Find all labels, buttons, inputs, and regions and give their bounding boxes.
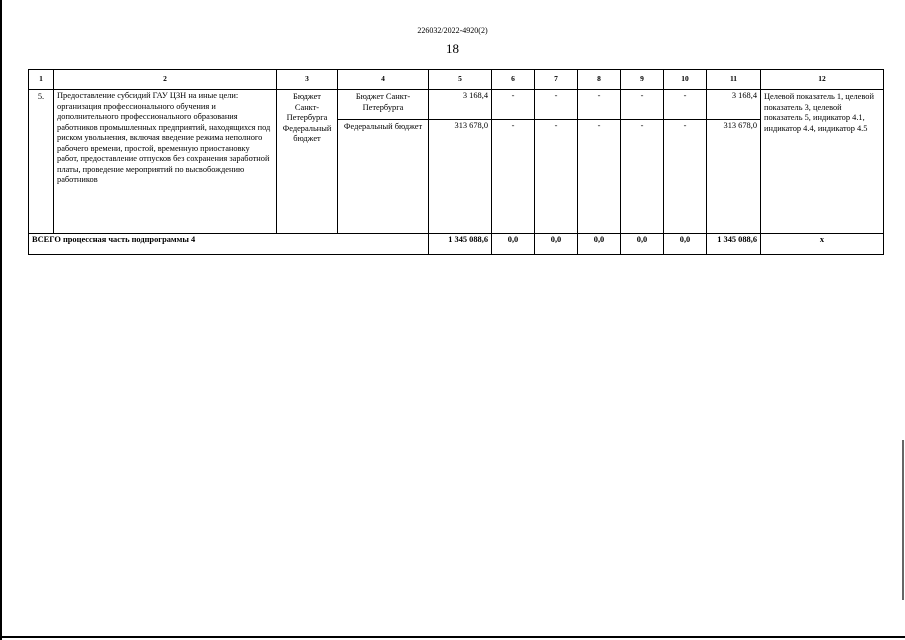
total-row [29, 234, 884, 255]
document-number: 226032/2022-4920(2) [417, 26, 488, 35]
sub-cell: - [621, 120, 664, 234]
sub-source: Федеральный бюджет [338, 120, 429, 234]
sub-cell: - [492, 120, 535, 234]
total-cell: 0,0 [492, 234, 535, 255]
total-cell: 0,0 [621, 234, 664, 255]
sub-cell: - [578, 90, 621, 120]
col-header-1: 1 [29, 70, 54, 90]
sub-cell: - [535, 120, 578, 234]
scan-edge-mark [0, 0, 2, 640]
total-cell: 0,0 [535, 234, 578, 255]
sub-total-11: 313 678,0 [707, 120, 761, 234]
sub-cell: - [664, 90, 707, 120]
col-header-12: 12 [761, 70, 884, 90]
row-number: 5. [29, 90, 54, 234]
col-header-10: 10 [664, 70, 707, 90]
total-mark: х [761, 234, 884, 255]
header-row [29, 70, 884, 90]
sub-cell: - [492, 90, 535, 120]
page-number: 18 [446, 41, 459, 56]
col-header-8: 8 [578, 70, 621, 90]
row-source-col3: Бюджет Санкт-Петербурга Федеральный бюджет [277, 90, 338, 234]
table-row [29, 90, 884, 120]
sub-cell: - [535, 90, 578, 120]
col-header-9: 9 [621, 70, 664, 90]
budget-table [28, 69, 884, 255]
total-value-11: 1 345 088,6 [707, 234, 761, 255]
total-value: 1 345 088,6 [429, 234, 492, 255]
sub-total-11: 3 168,4 [707, 90, 761, 120]
scan-edge-mark [0, 636, 905, 638]
col-header-4: 4 [338, 70, 429, 90]
row-target-indicators: Целевой показатель 1, целевой показатель 3, целевой показатель 5, индикатор 4.1, индикатор 4.4, индикатор 4.5 [761, 90, 884, 234]
col-header-5: 5 [429, 70, 492, 90]
row-description: Предоставление субсидий ГАУ ЦЗН на иные цели: организация профессионального обучения и дополнительного профессионального образования работников промышленных предприятий, находящихся под риском увольнения, включая введение режима неполного рабочего времени, простой, временную приостановку работ, предоставление отпусков без сохранения заработной платы, проведение мероприятий по высвобождению работников [54, 90, 277, 234]
total-cell: 0,0 [578, 234, 621, 255]
total-cell: 0,0 [664, 234, 707, 255]
scan-edge-mark [902, 440, 904, 600]
col-header-7: 7 [535, 70, 578, 90]
col-header-6: 6 [492, 70, 535, 90]
col-header-11: 11 [707, 70, 761, 90]
sub-cell: - [578, 120, 621, 234]
sub-cell: - [621, 90, 664, 120]
col-header-3: 3 [277, 70, 338, 90]
sub-cell: - [664, 120, 707, 234]
col-header-2: 2 [54, 70, 277, 90]
sub-source: Бюджет Санкт-Петербурга [338, 90, 429, 120]
total-label: ВСЕГО процессная часть подпрограммы 4 [29, 234, 429, 255]
sub-total: 313 678,0 [429, 120, 492, 234]
sub-total: 3 168,4 [429, 90, 492, 120]
